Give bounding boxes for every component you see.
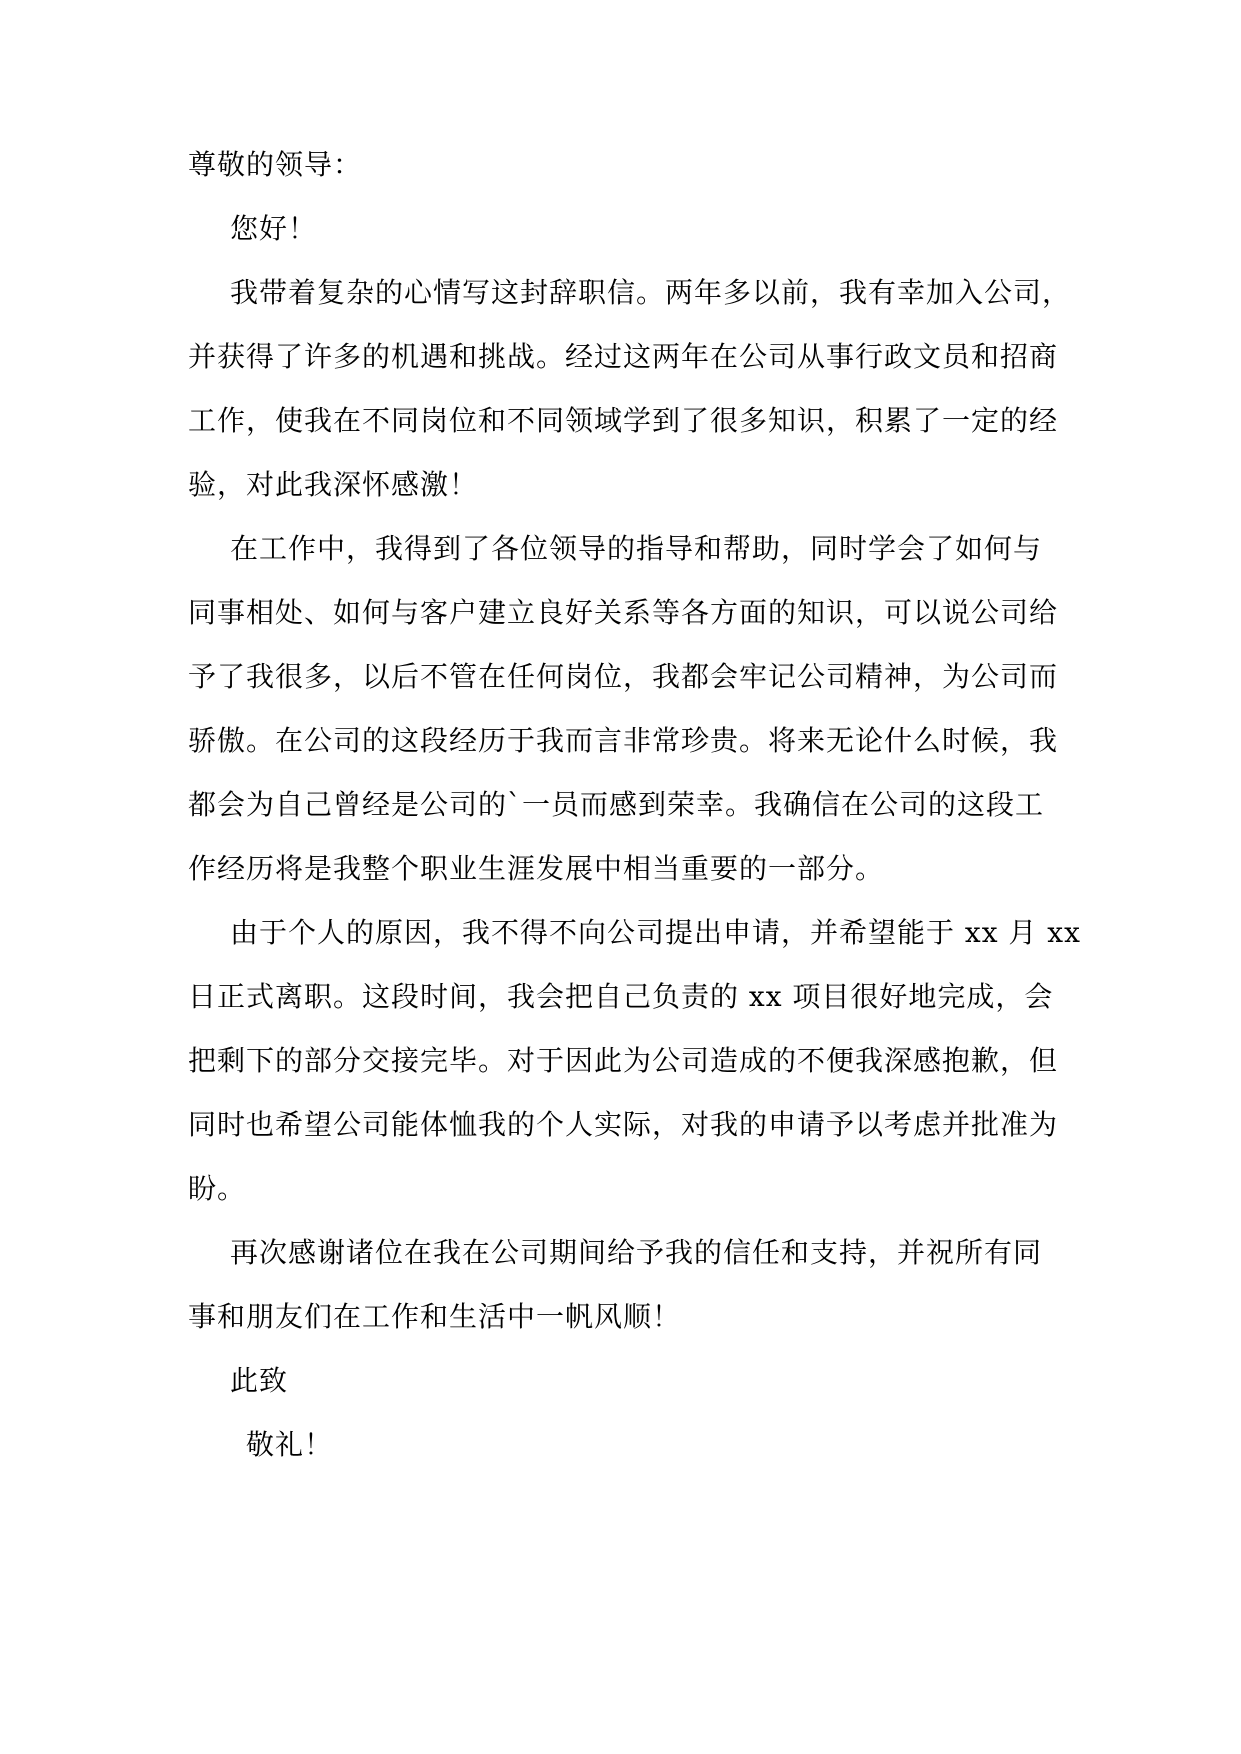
salutation: 尊敬的领导： xyxy=(188,148,363,181)
text-line: 都会为自己曾经是公司的`一员而感到荣幸。我确信在公司的这段工 xyxy=(188,788,1045,821)
text-line: 同事相处、如何与客户建立良好关系等各方面的知识，可以说公司给 xyxy=(188,596,1059,629)
text-line: 日正式离职。这段时间，我会把自己负责的 xx 项目很好地完成，会 xyxy=(188,980,1054,1013)
text-line: 工作，使我在不同岗位和不同领域学到了很多知识，积累了一定的经 xyxy=(188,404,1059,437)
text-line: 骄傲。在公司的这段经历于我而言非常珍贵。将来无论什么时候，我 xyxy=(188,724,1059,757)
text-line: 予了我很多，以后不管在任何岗位，我都会牢记公司精神，为公司而 xyxy=(188,660,1059,693)
text-line: 在工作中，我得到了各位领导的指导和帮助，同时学会了如何与 xyxy=(230,532,1043,565)
text-line: 把剩下的部分交接完毕。对于因此为公司造成的不便我深感抱歉，但 xyxy=(188,1044,1059,1077)
text-line: 事和朋友们在工作和生活中一帆风顺！ xyxy=(188,1300,682,1333)
greeting: 您好！ xyxy=(230,212,318,245)
text-line: 同时也希望公司能体恤我的个人实际，对我的申请予以考虑并批准为 xyxy=(188,1108,1059,1141)
text-line: 由于个人的原因，我不得不向公司提出申请，并希望能于 xx 月 xx xyxy=(230,916,1081,949)
text-line: 并获得了许多的机遇和挑战。经过这两年在公司从事行政文员和招商 xyxy=(188,340,1059,373)
closing: 此致 xyxy=(230,1364,289,1397)
text-line: 验，对此我深怀感激！ xyxy=(188,468,479,501)
text-line: 再次感谢诸位在我在公司期间给予我的信任和支持，并祝所有同 xyxy=(230,1236,1043,1269)
regards: 敬礼！ xyxy=(246,1428,334,1461)
text-line: 盼。 xyxy=(188,1172,247,1205)
text-line: 我带着复杂的心情写这封辞职信。两年多以前，我有幸加入公司， xyxy=(230,276,1072,309)
text-line: 作经历将是我整个职业生涯发展中相当重要的一部分。 xyxy=(188,852,885,885)
